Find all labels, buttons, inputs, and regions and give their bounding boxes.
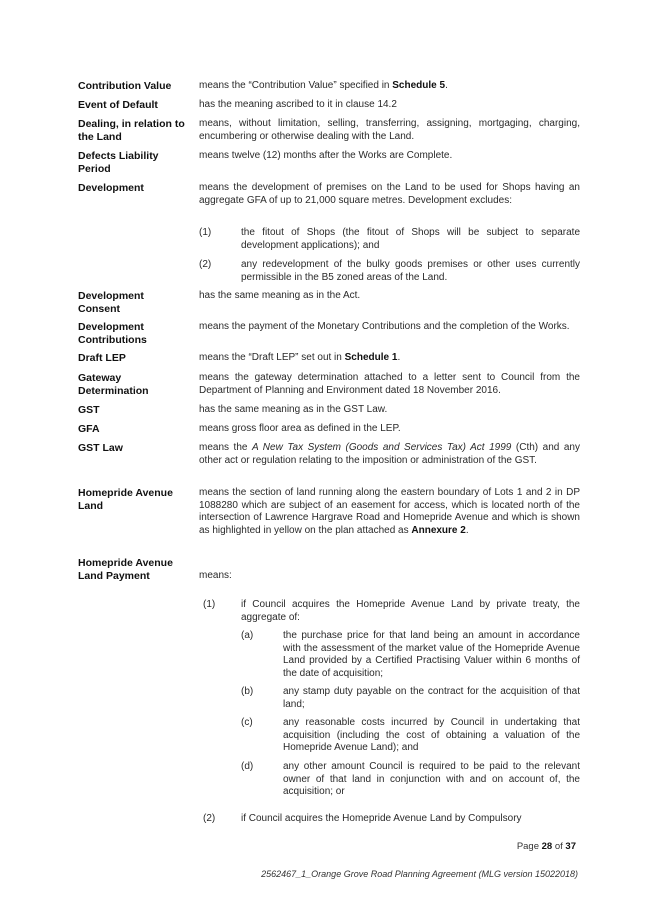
list-item: any redevelopment of the bulky goods premises or other uses currently permissible in the B5 zoned areas of the Land.: [241, 259, 580, 283]
definition-term: Contribution Value: [78, 80, 172, 92]
definition-term: Development Contributions: [78, 321, 147, 346]
definition-text: means the A New Tax System (Goods and Services Tax) Act 1999 (Cth) and any other act or regulation relating to the imposition or administration of the GST.: [199, 442, 580, 466]
definition-term: Homepride Avenue Land: [78, 487, 173, 512]
definition-text: means:: [199, 570, 232, 581]
definition-text: means the development of premises on the Land to be used for Shops having an aggregate GFA of up to 21,000 square metres. Development excludes:: [199, 182, 580, 206]
sublist-letter: (d): [241, 761, 254, 772]
definition-text: has the same meaning as in the Act.: [199, 290, 361, 301]
list-item: the fitout of Shops (the fitout of Shops will be subject to separate development applications); and: [241, 227, 580, 251]
definition-text: means, without limitation, selling, transferring, assigning, mortgaging, charging, encumbering or otherwise dealing with the Land.: [199, 118, 580, 142]
definition-term: GFA: [78, 423, 100, 435]
document-reference: 2562467_1_Orange Grove Road Planning Agreement (MLG version 15022018): [261, 869, 578, 879]
definition-term: GST: [78, 404, 100, 416]
definition-term: Event of Default: [78, 99, 158, 111]
page-number: Page 28 of 37: [516, 841, 576, 852]
definition-text: means the gateway determination attached to a letter sent to Council from the Department of Planning and Environment dated 18 November 2016.: [199, 372, 580, 396]
list-number: (1): [199, 227, 212, 238]
sublist-letter: (b): [241, 686, 254, 697]
sublist-item: any reasonable costs incurred by Council in undertaking that acquisition (including the cost of obtaining a valuation of the Homepride Avenue Land); and: [283, 717, 580, 754]
list-number: (1): [203, 599, 216, 610]
sublist-item: any other amount Council is required to be paid to the relevant owner of that land in conjunction with and on account of, the acquisition; or: [283, 761, 580, 798]
definition-text: means gross floor area as defined in the LEP.: [199, 423, 401, 434]
definition-text: has the meaning ascribed to it in clause 14.2: [199, 99, 397, 110]
sublist-item: any stamp duty payable on the contract for the acquisition of that land;: [283, 686, 580, 710]
definition-term: Development Consent: [78, 290, 144, 315]
definition-text: means the section of land running along the eastern boundary of Lots 1 and 2 in DP 1088280 which are subject of an easement for access, which is located north of the intersection of Lawrence Hargrave Road and Homepride Avenue and which is shown as highlighted in yellow on the plan attached as Annexure 2.: [199, 487, 580, 536]
definition-text: means the “Draft LEP” set out in Schedule 1.: [199, 352, 401, 363]
sublist-letter: (c): [241, 717, 253, 728]
list-item: if Council acquires the Homepride Avenue Land by private treaty, the aggregate of:: [241, 599, 580, 623]
sublist-item: the purchase price for that land being an amount in accordance with the assessment of the market value of the Homepride Avenue Land provided by a Certified Practising Valuer within 6 months of the date of acquisition;: [283, 630, 580, 679]
definition-text: has the same meaning as in the GST Law.: [199, 404, 388, 415]
definition-term: GST Law: [78, 442, 123, 454]
definition-text: means twelve (12) months after the Works are Complete.: [199, 150, 453, 161]
list-number: (2): [203, 813, 216, 824]
definition-text: means the payment of the Monetary Contributions and the completion of the Works.: [199, 321, 570, 332]
definition-term: Defects Liability Period: [78, 150, 159, 175]
definition-term: Draft LEP: [78, 352, 126, 364]
definition-text: means the “Contribution Value” specified in Schedule 5.: [199, 80, 448, 91]
list-number: (2): [199, 259, 212, 270]
definition-term: Dealing, in relation to the Land: [78, 118, 185, 143]
definition-term: Development: [78, 182, 144, 194]
sublist-letter: (a): [241, 630, 254, 641]
definition-term: Homepride Avenue Land Payment: [78, 557, 173, 582]
definition-term: Gateway Determination: [78, 372, 149, 397]
list-item: if Council acquires the Homepride Avenue Land by Compulsory: [241, 813, 522, 824]
